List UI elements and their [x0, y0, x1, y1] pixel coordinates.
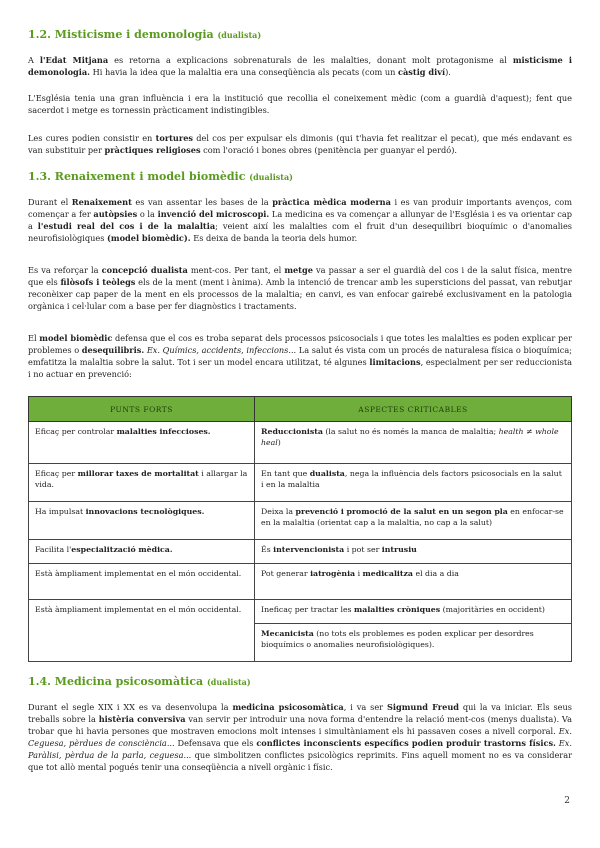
- table-cell: Reduccionista (la salut no és només la manca de malaltia; health ≠ whole heal): [255, 422, 572, 464]
- bold-term: metge: [284, 265, 313, 275]
- bold-term: pràctiques religioses: [104, 145, 201, 155]
- bold-term: intervencionista: [273, 545, 345, 554]
- table-cell: És intervencionista i pot ser intrusiu: [255, 540, 572, 564]
- bold-term: pràctica mèdica moderna: [272, 197, 391, 207]
- column-header: PUNTS FORTS: [29, 397, 255, 422]
- table-cell: Està àmpliament implementat en el món occidental.: [29, 564, 255, 600]
- bold-term: autòpsies: [93, 209, 138, 219]
- paragraph: El model biomèdic defensa que el cos es troba separat dels processos psicosocials i que totes les malalties es poden explicar per problemes o desequilibris. Ex. Químics, accidents, infeccions... La salut és vista com un procés de naturalesa física o bioquímica; emfatitza la malaltia sobre la salut. Tot i ser un model encara utilitzat, té algunes limitacions, especialment per ser reduccionista i no actuar en prevenció:: [28, 333, 573, 379]
- table-cell: Ha impulsat innovacions tecnològiques.: [29, 502, 255, 540]
- bold-term: filòsofs i teòlegs: [60, 277, 136, 287]
- bold-term: Mecanicista: [261, 629, 314, 638]
- bold-term: model biomèdic: [39, 333, 113, 343]
- table-cell: En tant que dualista, nega la influència dels factors psicosocials en la salut i en la malaltia: [255, 464, 572, 502]
- bold-term: Reduccionista: [261, 427, 323, 436]
- bold-term: especialització mèdica.: [71, 545, 173, 554]
- table-cell: Ineficaç per tractar les malalties cròniques (majoritàries en occident): [255, 600, 572, 624]
- table-cell: Eficaç per controlar malalties infeccioses.: [29, 422, 255, 464]
- italic-text: Ex. Paràlisi, pèrdua de la parla, ceguesa...: [28, 738, 572, 760]
- table-row: [29, 502, 572, 540]
- bold-term: concepció dualista: [101, 265, 188, 275]
- bold-term: medicalitza: [362, 569, 413, 578]
- section-heading-1-2: 1.2. Misticisme i demonologia (dualista): [28, 28, 262, 41]
- bold-term: l'estudi real del cos i de la malaltia: [37, 221, 216, 231]
- bold-term: tortures: [155, 133, 194, 143]
- paragraph: A l'Edat Mitjana es retorna a explicacions sobrenaturals de les malalties, donant molt protagonisme al misticisme i demonologia. Hi havia la idea que la malaltia era una conseqüència als pecats (com un càstig diví).: [28, 55, 572, 77]
- paragraph: L'Església tenia una gran influència i era la institució que recollia el coneixement mèdic (com a guardià d'aquest); fent que sacerdot i metge es tornessin pràcticament indistingibles.: [28, 93, 572, 115]
- table-row: [29, 600, 572, 624]
- page-number: 2: [564, 796, 570, 806]
- bold-term: càstig diví: [398, 67, 446, 77]
- bold-term: Renaixement: [71, 197, 132, 207]
- bold-term: malalties cròniques: [354, 605, 441, 614]
- bold-term: invenció del microscopi.: [157, 209, 270, 219]
- table-cell: Pot generar iatrogènia i medicalitza el dia a dia: [255, 564, 572, 600]
- table-row: [29, 540, 572, 564]
- bold-term: limitacions: [369, 357, 421, 367]
- table-row: [29, 564, 572, 600]
- paragraph: Durant el Renaixement es van assentar les bases de la pràctica mèdica moderna i es van produir importants avenços, com començar a fer autòpsies o la invenció del microscopi. La medicina es va començar a allunyar de l'Església i es va orientar cap a l'estudi real del cos i de la malaltia; veient així les malalties com el fruit d'un desequilibri bioquímic o d'anomalies neurofisiològiques (model biomèdic). Es deixa de banda la teoria dels humor.: [28, 197, 573, 243]
- table-cell: Mecanicista (no tots els problemes es poden explicar per desordres bioquímics o anomalies neurofisiològiques).: [255, 624, 572, 662]
- table-row: [29, 422, 572, 464]
- section-heading-1-3: 1.3. Renaixement i model biomèdic (dualista): [28, 170, 293, 183]
- strengths-criticisms-table: [28, 396, 572, 662]
- bold-term: (model biomèdic).: [107, 233, 191, 243]
- column-header: ASPECTES CRITICABLES: [255, 397, 572, 422]
- italic-text: Ex. Químics, accidents, infeccions...: [146, 345, 297, 355]
- italic-text: health ≠ whole heal: [261, 427, 559, 447]
- section-heading-1-4: 1.4. Medicina psicosomàtica (dualista): [28, 675, 251, 688]
- bold-term: iatrogènia: [310, 569, 356, 578]
- bold-term: millorar taxes de mortalitat: [77, 469, 199, 478]
- bold-term: misticisme i demonologia.: [28, 55, 572, 77]
- table-cell: Està àmpliament implementat en el món occidental.: [29, 600, 255, 662]
- bold-term: Sigmund Freud: [386, 702, 460, 712]
- paragraph: Les cures podien consistir en tortures del cos per expulsar els dimonis (qui t'havia fet realitzar el pecat), que més endavant es van substituir per pràctiques religioses com l'oració i bones obres (penitència per guanyar el perdó).: [28, 133, 572, 155]
- italic-text: Ex. Ceguesa, pèrdues de consciència...: [28, 726, 572, 748]
- bold-term: desequilibris.: [81, 345, 145, 355]
- bold-term: conflictes inconscients específics podien produir trastorns físics.: [256, 738, 556, 748]
- bold-term: intrusiu: [381, 545, 417, 554]
- bold-term: dualista: [309, 469, 345, 478]
- bold-term: malalties infeccioses.: [116, 427, 211, 436]
- bold-term: medicina psicosomàtica: [232, 702, 344, 712]
- table-row: [29, 464, 572, 502]
- bold-term: l'Edat Mitjana: [39, 55, 109, 65]
- paragraph: Es va reforçar la concepció dualista ment-cos. Per tant, el metge va passar a ser el guardià del cos i de la salut física, mentre que els filòsofs i teòlegs els de la ment (ment i ànima). Amb la intenció de trencar amb les supersticions del passat, van rebutjar reconèixer cap paper de la ment en els processos de la malaltia; en canvi, es van enfocar gairebé exclusivament en la patologia orgànica i cel·lular com a base per fer diagnòstics i tractaments.: [28, 265, 573, 311]
- bold-term: histèria conversiva: [98, 714, 186, 724]
- table-header-row: [29, 397, 572, 422]
- table-cell: Deixa la prevenció i promoció de la salut en un segon pla en enfocar-se en la malaltia (orientat cap a la malaltia, no cap a la salut): [255, 502, 572, 540]
- paragraph: Durant el segle XIX i XX es va desenvolupa la medicina psicosomàtica, i va ser Sigmund Freud qui la va iniciar. Els seus treballs sobre la histèria conversiva van servir per introduir una nova forma d'entendre la relació ment-cos (menys dualista). Va trobar que hi havia persones que mostraven emocions molt intenses i simultàniament els hi passaven coses a nivell corporal. Ex. Ceguesa, pèrdues de consciència... Defensava que els conflictes inconscients específics podien produir trastorns físics. Ex. Paràlisi, pèrdua de la parla, ceguesa... que simbolitzen conflictes psicològics reprimits. Fins aquell moment no es va considerar que tot allò mental pogués tenir una conseqüència a nivell orgànic i físic.: [28, 702, 572, 772]
- table-cell: Facilita l'especialització mèdica.: [29, 540, 255, 564]
- table-cell: Eficaç per millorar taxes de mortalitat i allargar la vida.: [29, 464, 255, 502]
- bold-term: prevenció i promoció de la salut en un segon pla: [295, 507, 508, 516]
- bold-term: innovacions tecnològiques.: [85, 507, 205, 516]
